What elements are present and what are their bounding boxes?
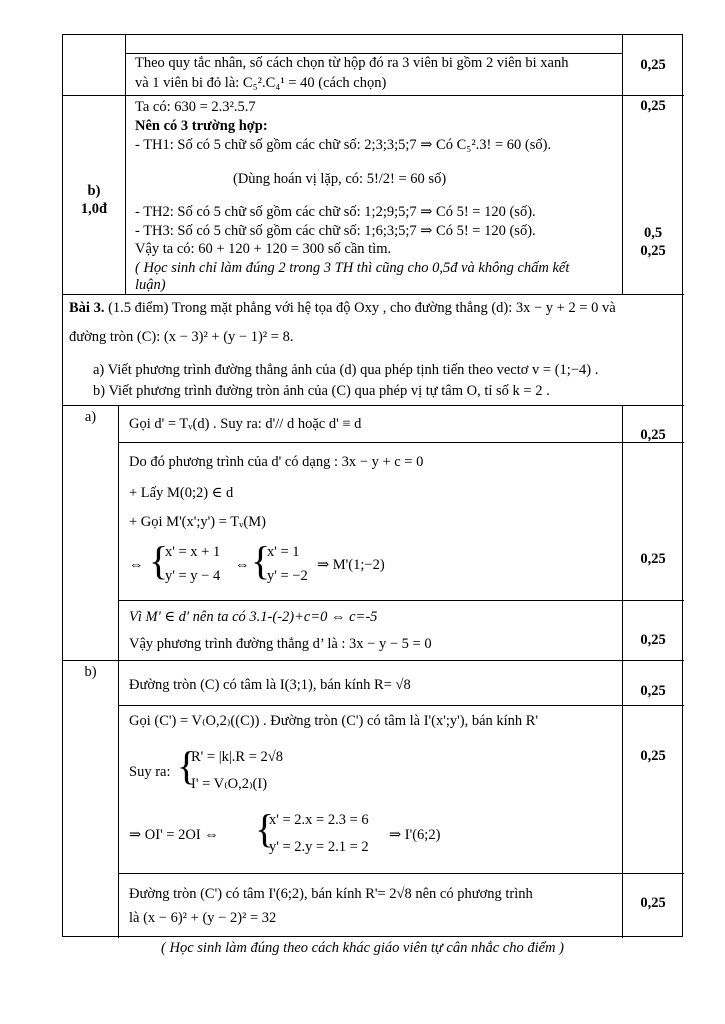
partb1-score-2: 0,5 xyxy=(643,225,663,241)
bai3-line2: đường tròn (C): (x − 3)² + (y − 1)² = 8. xyxy=(69,329,294,345)
row-divider xyxy=(63,95,684,96)
parta-r3a: Vì M' ∈ d' nên ta có 3.1-(-2)+c=0 ⇔ c=-5 xyxy=(129,609,378,625)
partb2-r2c2: I' = V₍O,2₎(I) xyxy=(191,776,268,792)
row-divider xyxy=(118,873,684,874)
partb2-r2e1: x' = 2.x = 2.3 = 6 xyxy=(269,812,369,828)
partb2-r2a: Gọi (C') = V₍O,2₎((C)) . Đường tròn (C') có tâm là I'(x';y'), bán kính R' xyxy=(129,713,539,729)
partb1-l5: - TH2: Số có 5 chữ số gồm các chữ số: 1;2;9;5;7 ⇒ Có 5! = 120 (số). xyxy=(135,204,536,220)
parta-r2-score: 0,25 xyxy=(640,551,666,567)
footnote: ( Học sinh làm đúng theo cách khác giáo viên tự cân nhắc cho điểm ) xyxy=(161,940,564,956)
partb2-r2f: ⇒ I'(6;2) xyxy=(389,827,441,843)
partb1-l3: - TH1: Số có 5 chữ số gồm các chữ số: 2;3;3;5;7 ⇒ Có C₅².3! = 60 (số). xyxy=(135,137,552,153)
col-divider xyxy=(622,405,623,938)
row-divider xyxy=(118,705,684,706)
parta-r2g2: y' = −2 xyxy=(267,568,308,584)
parta-r2d: ⇔ xyxy=(129,557,144,573)
partb2-r1: Đường tròn (C) có tâm là I(3;1), bán kính R= √8 xyxy=(129,677,411,693)
partb2-r2d: ⇒ OI' = 2OI ⇔ xyxy=(129,827,219,843)
bai3-intro: (1.5 điểm) Trong mặt phẳng với hệ tọa độ Oxy , cho đường thẳng (d): 3x − y + 2 = 0 và xyxy=(108,300,616,316)
system-brace: { xyxy=(251,538,271,583)
parta-r1-score: 0,25 xyxy=(640,427,666,443)
partb2-r3-score: 0,25 xyxy=(640,895,666,911)
parta-r2e1: x' = x + 1 xyxy=(165,544,221,560)
row-divider xyxy=(63,405,684,406)
partb2-r1-score: 0,25 xyxy=(640,683,666,699)
partb2-r3a: Đường tròn (C') có tâm I'(6;2), bán kính R'= 2√8 nên có phương trình xyxy=(129,886,533,902)
partb1-l1: Ta có: 630 = 2.3².5.7 xyxy=(135,99,256,115)
row-divider xyxy=(63,660,684,661)
col-divider xyxy=(125,35,126,294)
parta-label: a) xyxy=(84,409,97,425)
partb2-r3b: là (x − 6)² + (y − 2)² = 32 xyxy=(129,910,277,926)
system-brace: { xyxy=(255,806,275,851)
parta-r2e2: y' = y − 4 xyxy=(165,568,221,584)
row1-line1: Theo quy tắc nhân, số cách chọn từ hộp đó ra 3 viên bi gồm 2 viên bi xanh xyxy=(135,55,569,71)
partb1-score-3: 0,25 xyxy=(640,243,666,259)
partb1-l6: - TH3: Số có 5 chữ số gồm các chữ số: 1;6;3;5;7 ⇒ Có 5! = 120 (số). xyxy=(135,223,536,239)
parta-r2c: + Gọi M'(x';y') = Tᵥ(M) xyxy=(129,514,266,530)
bai3-head: Bài 3. xyxy=(69,300,105,316)
parta-r2h: ⇒ M'(1;−2) xyxy=(317,557,385,573)
partb2-label: b) xyxy=(84,664,97,680)
row1-score: 0,25 xyxy=(640,57,666,73)
row-divider xyxy=(63,294,684,295)
partb2-r2-score: 0,25 xyxy=(640,748,666,764)
partb1-label: b) xyxy=(87,183,101,199)
partb2-r2b: Suy ra: xyxy=(129,764,171,780)
partb2-r2e2: y' = 2.y = 2.1 = 2 xyxy=(269,839,369,855)
partb2-r2c1: R' = |k|.R = 2√8 xyxy=(191,749,283,765)
parta-r2g1: x' = 1 xyxy=(267,544,300,560)
partb1-points: 1,0đ xyxy=(80,201,108,217)
bai3-question-b: b) Viết phương trình đường tròn ảnh của (C) qua phép vị tự tâm O, tỉ số k = 2 . xyxy=(93,383,550,399)
grading-table xyxy=(62,34,683,937)
col-divider xyxy=(118,405,119,938)
partb1-score-1: 0,25 xyxy=(640,98,666,114)
system-brace: { xyxy=(149,538,169,583)
parta-r2a: Do đó phương trình của d' có dạng : 3x − y + c = 0 xyxy=(129,454,424,470)
bai3-intro-line xyxy=(69,299,616,317)
parta-r2f: ⇔ xyxy=(235,557,250,573)
bai3-question-a: a) Viết phương trình đường thẳng ảnh của (d) qua phép tịnh tiến theo vectơ v = (1;−4) . xyxy=(93,362,599,378)
row-divider xyxy=(118,442,684,443)
partb1-l9: luận) xyxy=(135,277,166,293)
row-divider xyxy=(118,600,684,601)
partb1-l8: ( Học sinh chỉ làm đúng 2 trong 3 TH thì cũng cho 0,5đ và không chấm kết xyxy=(135,260,570,276)
partb1-l4: (Dùng hoán vị lặp, có: 5!/2! = 60 số) xyxy=(233,171,447,187)
parta-r3-score: 0,25 xyxy=(640,632,666,648)
partb1-l7: Vậy ta có: 60 + 120 + 120 = 300 số cần tìm. xyxy=(135,241,392,257)
row1-line2: và 1 viên bi đỏ là: C₅².C₄¹ = 40 (cách chọn) xyxy=(135,75,387,91)
system-brace: { xyxy=(177,743,197,788)
parta-r3b: Vậy phương trình đường thẳng d’ là : 3x − y − 5 = 0 xyxy=(129,636,432,652)
parta-r1: Gọi d' = Tᵥ(d) . Suy ra: d'// d hoặc d' ≡ d xyxy=(129,416,362,432)
partb1-l2: Nên có 3 trường hợp: xyxy=(135,118,268,134)
parta-r2b: + Lấy M(0;2) ∈ d xyxy=(129,485,234,501)
